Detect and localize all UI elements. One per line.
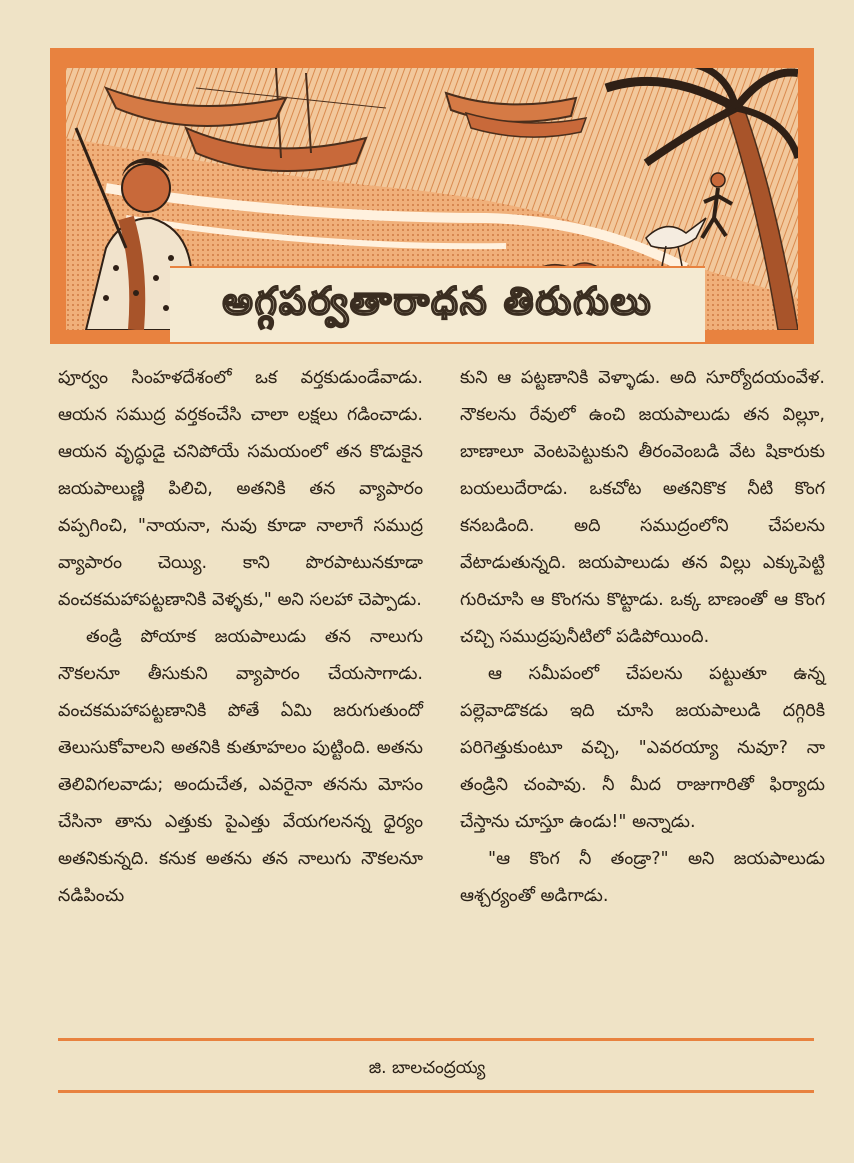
bottom-divider-rule [58, 1090, 814, 1093]
paragraph: పూర్వం సింహళదేశంలో ఒక వర్తకుడుండేవాడు. ఆయన సముద్ర వర్తకంచేసి చాలా లక్షలు గడించాడు. ఆయన వృద్ధుడై చనిపోయే సమయంలో తన కొడుకైన జయపాలుణ్ణి పిలిచి, అతనికి తన వ్యాపారం వప్పగించి, "నాయనా, నువు కూడా నాలాగే సముద్ర వ్యాపారం చెయ్యి. కాని పొరపాటునకూడా వంచకమహాపట్టణానికి వెళ్ళకు," అని సలహా చెప్పాడు. [58, 368, 423, 610]
story-title: అగ్గపర్వతారాధన తిరుగులు [222, 277, 653, 323]
header-illustration-frame [50, 48, 814, 344]
paragraph: తండ్రి పోయాక జయపాలుడు తన నాలుగు నౌకలనూ తీసుకుని వ్యాపారం చేయసాగాడు. వంచకమహాపట్టణానికి పోతే ఏమి జరుగుతుందో తెలుసుకోవాలని అతనికి కుతూహలం పుట్టింది. అతను తెలివిగలవాడు; అందుచేత, ఎవరైనా తనను మోసం చేసినా తాను ఎత్తుకు పైఎత్తు వేయగలనన్న ధైర్యం అతనికున్నది. కనుక అతను తన నాలుగు నౌకలనూ నడిపించు [58, 627, 423, 906]
left-column [58, 360, 423, 915]
story-body [58, 360, 828, 1020]
paragraph: కుని ఆ పట్టణానికి వెళ్ళాడు. అది సూర్యోదయంవేళ. నౌకలను రేవులో ఉంచి జయపాలుడు తన విల్లూ, బాణాలూ వెంటపెట్టుకుని తీరంవెంబడి వేట షికారుకు బయలుదేరాడు. ఒకచోట అతనికొక నీటి కొంగ కనబడింది. అది సముద్రంలోని చేపలను వేటాడుతున్నది. జయపాలుడు తన విల్లు ఎక్కుపెట్టి గురిచూసి ఆ కొంగను కొట్టాడు. ఒక్క బాణంతో ఆ కొంగ చచ్చి సముద్రపునీటిలో పడిపోయింది. [460, 368, 825, 647]
author-credit: జి. బాలచంద్రయ్య [368, 1058, 486, 1078]
right-column [460, 360, 825, 915]
story-title-plate [170, 266, 705, 342]
paragraph: "ఆ కొంగ నీ తండ్రా?" అని జయపాలుడు ఆశ్చర్యంతో అడిగాడు. [460, 849, 825, 906]
paragraph: ఆ సమీపంలో చేపలను పట్టుతూ ఉన్న పల్లెవాడొకడు ఇది చూసి జయపాలుడి దగ్గిరికి పరిగెత్తుకుంటూ వచ్చి, "ఎవరయ్యా నువూ? నా తండ్రిని చంపావు. నీ మీద రాజుగారితో ఫిర్యాదు చేస్తాను చూస్తూ ఉండు!" అన్నాడు. [460, 664, 825, 832]
top-divider-rule [58, 1038, 814, 1041]
